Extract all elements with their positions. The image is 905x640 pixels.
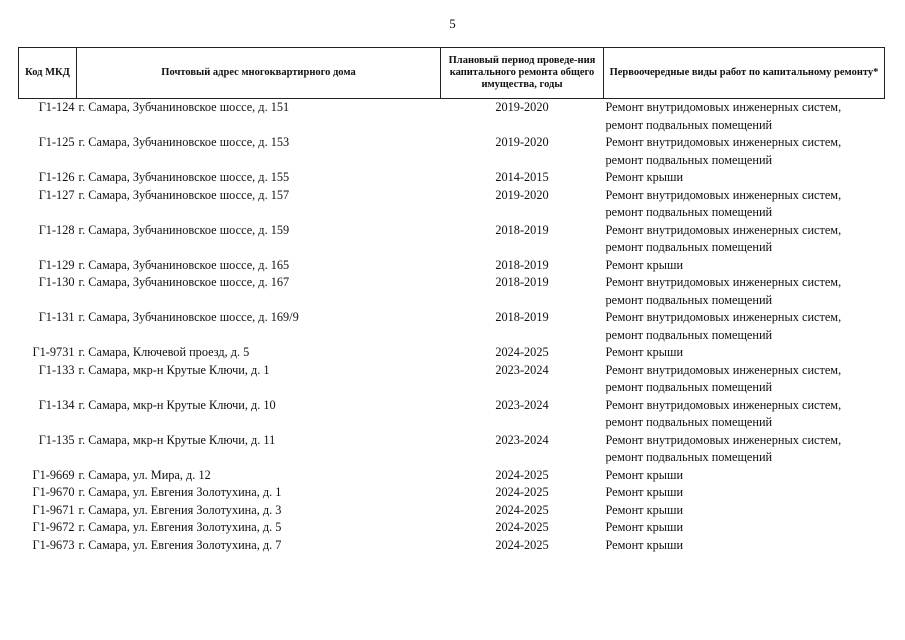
page-number: 5	[449, 16, 456, 31]
repair-work-line: Ремонт внутридомовых инженерных систем,	[605, 100, 842, 114]
table-row	[19, 397, 885, 432]
address-cell: г. Самара, ул. Евгения Золотухина, д. 1	[78, 485, 282, 499]
address-cell: г. Самара, Зубчаниновское шоссе, д. 159	[78, 222, 290, 237]
repair-works-cell	[604, 397, 885, 432]
repair-work-line: Ремонт крыши	[605, 537, 684, 552]
repair-work-line: Ремонт внутридомовых инженерных систем,	[605, 397, 842, 412]
repair-period-cell: 2024-2025	[495, 485, 549, 499]
repair-works-cell	[604, 169, 885, 187]
repair-work-line: ремонт подвальных помещений	[605, 415, 773, 429]
repair-period-cell: 2018-2019	[495, 222, 549, 237]
repair-work-line: Ремонт внутридомовых инженерных систем,	[605, 275, 842, 289]
repair-work-line: Ремонт крыши	[605, 467, 684, 482]
repair-work-line: Ремонт крыши	[605, 257, 684, 272]
mkd-code-cell: Г1-124	[38, 100, 75, 114]
table-row	[19, 169, 885, 187]
repair-works-cell	[604, 257, 885, 275]
repair-work-line: ремонт подвальных помещений	[605, 240, 773, 254]
address-cell: г. Самара, Зубчаниновское шоссе, д. 169/9	[78, 310, 299, 324]
repair-work-line: ремонт подвальных помещений	[605, 380, 773, 394]
repair-work-line: Ремонт внутридомовых инженерных систем,	[605, 135, 842, 149]
mkd-code-cell: Г1-9669	[32, 467, 75, 482]
mkd-code-cell: Г1-128	[38, 222, 75, 237]
table-row	[19, 309, 885, 344]
table-row	[19, 274, 885, 309]
repair-period-cell: 2019-2020	[495, 135, 549, 149]
address-cell: г. Самара, Зубчаниновское шоссе, д. 151	[78, 100, 290, 114]
repair-work-line: Ремонт крыши	[605, 170, 684, 184]
repair-work-line: ремонт подвальных помещений	[605, 117, 773, 132]
table-row	[19, 432, 885, 467]
table-row	[19, 362, 885, 397]
repair-works-cell	[604, 134, 885, 169]
repair-work-line: ремонт подвальных помещений	[605, 152, 773, 167]
repair-period-cell: 2024-2025	[495, 345, 549, 359]
repair-works-cell	[604, 222, 885, 257]
address-cell: г. Самара, Зубчаниновское шоссе, д. 155	[78, 170, 290, 184]
repair-period-cell: 2018-2019	[495, 275, 549, 289]
header-address: Почтовый адрес многоквартирного дома	[77, 48, 441, 99]
repair-work-line: ремонт подвальных помещений	[605, 205, 773, 219]
table-row	[19, 134, 885, 169]
table-row	[19, 484, 885, 502]
repair-work-line: Ремонт внутридомовых инженерных систем,	[605, 310, 842, 324]
repair-period-cell: 2024-2025	[495, 502, 549, 517]
address-cell: г. Самара, Зубчаниновское шоссе, д. 157	[78, 187, 290, 202]
mkd-code-cell: Г1-131	[38, 310, 75, 324]
repair-work-line: ремонт подвальных помещений	[605, 292, 773, 307]
address-cell: г. Самара, Ключевой проезд, д. 5	[78, 345, 250, 359]
table-row	[19, 344, 885, 362]
repair-period-cell: 2023-2024	[495, 362, 549, 377]
repair-period-cell: 2014-2015	[495, 170, 549, 184]
repair-work-line: Ремонт крыши	[605, 502, 684, 517]
mkd-code-cell: Г1-133	[38, 362, 75, 377]
mkd-code-cell: Г1-9672	[32, 520, 75, 534]
repair-period-cell: 2018-2019	[495, 257, 549, 272]
repair-work-line: Ремонт внутридомовых инженерных систем,	[605, 187, 842, 202]
table-body	[19, 99, 885, 555]
repair-period-cell: 2023-2024	[495, 432, 549, 447]
table-row	[19, 519, 885, 537]
repair-work-line: Ремонт внутридомовых инженерных систем,	[605, 362, 842, 377]
table-row	[19, 257, 885, 275]
mkd-code-cell: Г1-130	[38, 275, 75, 289]
address-cell: г. Самара, ул. Евгения Золотухина, д. 3	[78, 502, 282, 517]
repair-work-line: ремонт подвальных помещений	[605, 450, 773, 464]
table-row	[19, 187, 885, 222]
header-code: Код МКД	[19, 48, 77, 99]
repair-works-cell	[604, 484, 885, 502]
table-row	[19, 99, 885, 135]
repair-work-line: Ремонт крыши	[605, 485, 684, 499]
mkd-code-cell: Г1-126	[38, 170, 75, 184]
repair-work-line: Ремонт внутридомовых инженерных систем,	[605, 432, 842, 447]
address-cell: г. Самара, мкр-н Крутые Ключи, д. 10	[78, 397, 276, 412]
table-row	[19, 467, 885, 485]
repair-works-cell	[604, 467, 885, 485]
mkd-code-cell: Г1-9731	[32, 345, 75, 359]
repair-period-cell: 2024-2025	[495, 520, 549, 534]
table-row	[19, 537, 885, 555]
address-cell: г. Самара, Зубчаниновское шоссе, д. 153	[78, 135, 290, 149]
repair-works-cell	[604, 309, 885, 344]
repair-works-cell	[604, 362, 885, 397]
repair-works-cell	[604, 344, 885, 362]
address-cell: г. Самара, ул. Евгения Золотухина, д. 7	[78, 537, 282, 552]
address-cell: г. Самара, Зубчаниновское шоссе, д. 165	[78, 257, 290, 272]
header-row	[19, 48, 885, 99]
repair-works-cell	[604, 502, 885, 520]
mkd-code-cell: Г1-125	[38, 135, 75, 149]
repair-works-cell	[604, 99, 885, 135]
mkd-code-cell: Г1-9673	[32, 537, 75, 552]
header-period: Плановый период проведе-ния капитального ремонта общего имущества, годы	[441, 48, 604, 99]
table-header	[19, 48, 885, 99]
repair-work-line: ремонт подвальных помещений	[605, 327, 773, 342]
repair-work-line: Ремонт крыши	[605, 345, 684, 359]
repair-works-cell	[604, 432, 885, 467]
repair-work-line: Ремонт крыши	[605, 520, 684, 534]
table-row	[19, 222, 885, 257]
repair-period-cell: 2024-2025	[495, 537, 549, 552]
repair-work-line: Ремонт внутридомовых инженерных систем,	[605, 222, 842, 237]
table-row	[19, 502, 885, 520]
repair-works-cell	[604, 274, 885, 309]
repair-period-cell: 2019-2020	[495, 187, 549, 202]
mkd-code-cell: Г1-135	[38, 432, 75, 447]
address-cell: г. Самара, мкр-н Крутые Ключи, д. 1	[78, 362, 270, 377]
address-cell: г. Самара, ул. Евгения Золотухина, д. 5	[78, 520, 282, 534]
repair-works-cell	[604, 187, 885, 222]
repair-period-cell: 2018-2019	[495, 310, 549, 324]
mkd-code-cell: Г1-127	[38, 187, 75, 202]
address-cell: г. Самара, мкр-н Крутые Ключи, д. 11	[78, 432, 276, 447]
repair-period-cell: 2019-2020	[495, 100, 549, 114]
address-cell: г. Самара, Зубчаниновское шоссе, д. 167	[78, 275, 290, 289]
repair-works-cell	[604, 519, 885, 537]
repair-works-cell	[604, 537, 885, 555]
header-works: Первоочередные виды работ по капитальному ремонту*	[604, 48, 885, 99]
mkd-code-cell: Г1-9670	[32, 485, 75, 499]
mkd-code-cell: Г1-129	[38, 257, 75, 272]
mkd-code-cell: Г1-134	[38, 397, 75, 412]
capital-repair-table	[18, 47, 885, 554]
address-cell: г. Самара, ул. Мира, д. 12	[78, 467, 211, 482]
repair-period-cell: 2023-2024	[495, 397, 549, 412]
mkd-code-cell: Г1-9671	[32, 502, 75, 517]
repair-period-cell: 2024-2025	[495, 467, 549, 482]
